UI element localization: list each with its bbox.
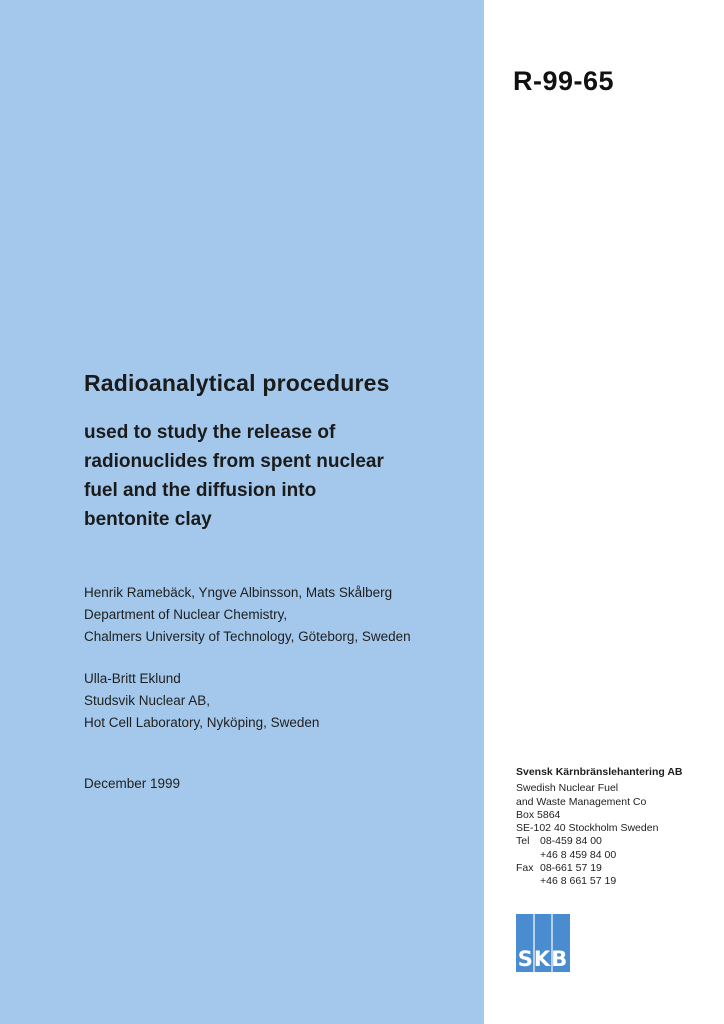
- report-number: R-99-65: [513, 66, 615, 96]
- publisher-block: [516, 766, 716, 889]
- author-names: Ulla-Britt Eklund: [84, 671, 181, 686]
- publisher-address: Box 5864: [516, 808, 561, 821]
- subtitle-line: radionuclides from spent nuclear: [84, 451, 384, 472]
- publisher-line: Swedish Nuclear Fuel: [516, 782, 619, 795]
- publisher-name: Svensk Kärnbränslehantering AB: [516, 766, 683, 778]
- tel-number: 08-459 84 00: [540, 835, 602, 848]
- subtitle-line: used to study the release of: [84, 422, 336, 443]
- report-title: Radioanalytical procedures: [84, 370, 390, 396]
- author-department: Studsvik Nuclear AB,: [84, 693, 211, 708]
- publisher-fax-intl: [516, 875, 716, 888]
- fax-number-intl: +46 8 661 57 19: [540, 875, 617, 888]
- publisher-fax: [516, 862, 716, 875]
- subtitle-line: bentonite clay: [84, 509, 212, 530]
- tel-label: Tel: [516, 835, 530, 848]
- report-subtitle: [84, 418, 464, 534]
- publisher-tel-intl: [516, 849, 716, 862]
- fax-label: Fax: [516, 862, 534, 875]
- author-department: Department of Nuclear Chemistry,: [84, 607, 288, 622]
- subtitle-line: fuel and the diffusion into: [84, 480, 317, 501]
- report-date: December 1999: [84, 776, 181, 791]
- fax-number: 08-661 57 19: [540, 862, 602, 875]
- publisher-address: SE-102 40 Stockholm Sweden: [516, 822, 659, 835]
- skb-logo: [516, 914, 570, 972]
- publisher-line: and Waste Management Co: [516, 795, 647, 808]
- author-group-studsvik: [84, 668, 474, 734]
- tel-number-intl: +46 8 459 84 00: [540, 848, 617, 861]
- publisher-tel: [516, 835, 716, 848]
- skb-logo-text: SKB: [517, 947, 569, 971]
- author-institution: Hot Cell Laboratory, Nyköping, Sweden: [84, 715, 320, 730]
- author-group-chalmers: [84, 582, 474, 648]
- author-names: Henrik Ramebäck, Yngve Albinsson, Mats Skålberg: [84, 585, 393, 600]
- author-institution: Chalmers University of Technology, Göteborg, Sweden: [84, 629, 411, 644]
